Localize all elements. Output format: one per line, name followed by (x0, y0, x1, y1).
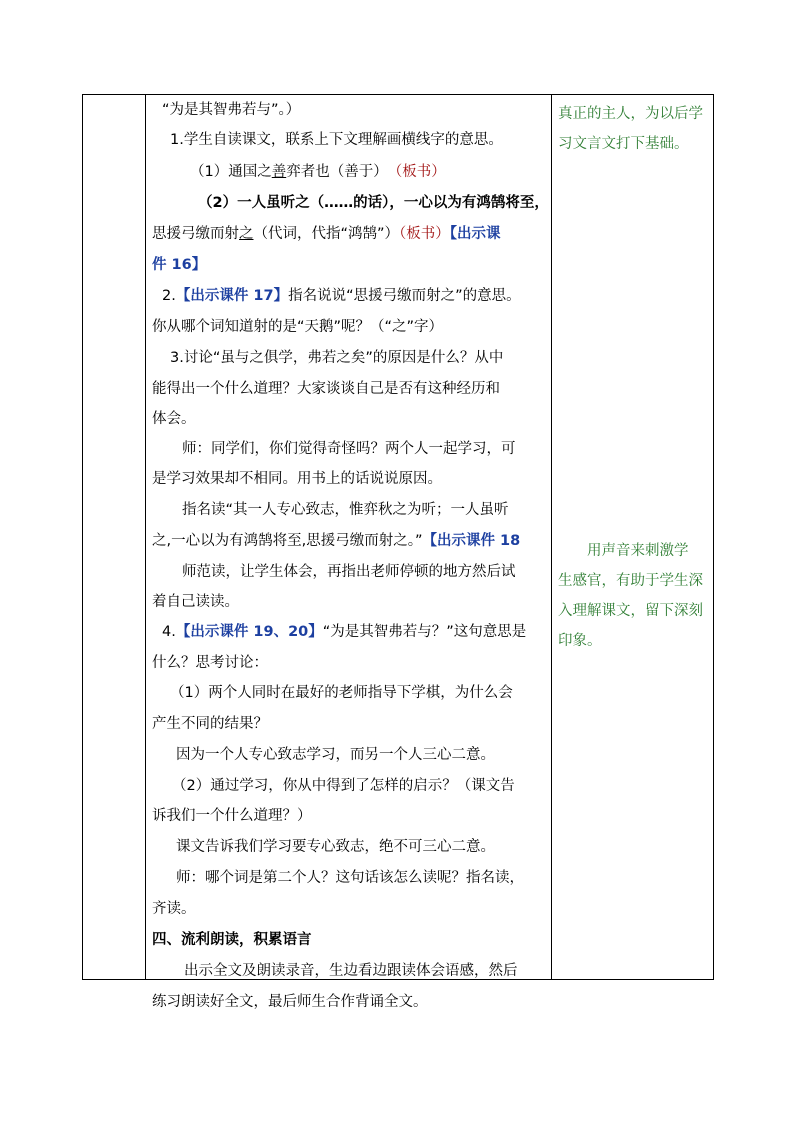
text-segment: 你从哪个词知道射的是“天鹅”呢？（“之”字） (152, 319, 444, 335)
text-segment: 4. (162, 624, 176, 640)
design-note-line: 印象。 (558, 633, 602, 649)
text-line (146, 343, 551, 373)
design-note (558, 536, 711, 656)
text-segment: （1）两个人同时在最好的老师指导下学棋，为什么会 (170, 685, 513, 701)
text-line (146, 312, 551, 342)
text-line (146, 95, 551, 125)
design-note-line: 用声音来刺激学 (558, 543, 689, 559)
text-line (146, 157, 551, 187)
text-line (146, 495, 551, 525)
text-segment: 思援弓缴而射 (152, 226, 239, 242)
text-segment: 着自己读读。 (152, 594, 239, 610)
text-line (146, 771, 551, 801)
text-segment: 是学习效果却不相同。用书上的话说说原因。 (152, 471, 442, 487)
text-segment: 能得出一个什么道理？大家谈谈自己是否有这种经历和 (152, 381, 500, 397)
text-segment: 出示全文及朗读录音，生边看边跟读体会语感，然后 (184, 963, 518, 979)
design-intent-text (552, 95, 713, 979)
design-note-line: 真正的主人，为以后学 (558, 106, 703, 122)
text-segment: 指名说说“思援弓缴而射之”的意思。 (288, 288, 521, 304)
design-note (558, 99, 711, 159)
text-line (146, 464, 551, 494)
text-segment: （2）通过学习，你从中得到了怎样的启示？（课文告 (172, 778, 515, 794)
text-line (146, 801, 551, 831)
text-segment: （1）通国之 (190, 164, 272, 180)
courseware-reference: 【出示课 (449, 226, 501, 242)
text-line (146, 740, 551, 770)
text-line (146, 125, 551, 155)
text-segment: 之 (239, 226, 254, 242)
text-segment: 体会。 (152, 411, 196, 427)
text-segment: 齐读。 (152, 901, 196, 917)
courseware-reference: 【出示课件 17】 (175, 288, 289, 304)
text-segment: 因为一个人专心致志学习，而另一个人三心二意。 (176, 747, 495, 763)
design-intent-cell (552, 95, 714, 980)
text-segment: “为是其智弗若与？”这句意思是 (322, 624, 527, 640)
text-segment: 弈者也（善于） (286, 164, 395, 180)
text-line (146, 188, 551, 218)
text-segment: 3.讨论“虽与之俱学，弗若之矣”的原因是什么？从中 (170, 350, 504, 366)
text-line (146, 894, 551, 924)
text-line (146, 832, 551, 862)
text-segment: 课文告诉我们学习要专心致志，绝不可三心二意。 (176, 839, 495, 855)
text-line (146, 863, 551, 893)
design-note-line: 入理解课文，留下深刻 (558, 603, 703, 619)
text-segment: （2）一人虽听之（……的话），一心以为有鸿鹄将至， (198, 195, 549, 211)
text-segment: 善 (271, 164, 287, 180)
text-line (146, 709, 551, 739)
text-segment: 师：哪个词是第二个人？这句话该怎么读呢？指名读， (176, 870, 524, 886)
text-line (146, 434, 551, 464)
text-segment: （代词，代指“鸿鹄”） (253, 226, 400, 242)
text-line (146, 250, 551, 280)
text-segment: 练习朗读好全文，最后师生合作背诵全文。 (152, 994, 428, 1010)
left-empty-cell (83, 95, 146, 980)
text-segment: 之,一心以为有鸿鹄将至,思援弓缴而射之。” (152, 533, 423, 549)
text-line (146, 587, 551, 617)
text-segment: 2. (162, 288, 176, 304)
teaching-process-cell (146, 95, 552, 1010)
text-segment: 什么？思考讨论： (152, 655, 268, 671)
text-line (146, 987, 551, 1017)
text-segment: 产生不同的结果？ (152, 716, 268, 732)
text-line (146, 374, 551, 404)
text-line (146, 617, 551, 647)
text-line (146, 281, 551, 311)
text-line (146, 925, 551, 955)
text-line (146, 956, 551, 986)
courseware-reference: 【出示课件 19、20】 (175, 624, 323, 640)
text-line (146, 678, 551, 708)
text-segment: 指名读“其一人专心致志，惟弈秋之为听；一人虽听 (182, 502, 509, 518)
text-segment: “为是其智弗若与”。） (162, 102, 301, 118)
text-segment: 师：同学们，你们觉得奇怪吗？两个人一起学习，可 (182, 441, 516, 457)
board-note: （板书） (399, 226, 450, 242)
text-line (146, 557, 551, 587)
text-line (146, 404, 551, 434)
board-note: （板书） (394, 164, 446, 180)
text-segment: 诉我们一个什么道理？） (152, 808, 312, 824)
design-note-line: 习文言文打下基础。 (558, 136, 689, 152)
courseware-reference: 件 16】 (152, 257, 207, 273)
design-note-line: 生感官，有助于学生深 (558, 573, 703, 589)
text-line (146, 219, 551, 249)
teaching-process-text (146, 95, 551, 1010)
text-segment: 1.学生自读课文，联系上下文理解画横线字的意思。 (170, 132, 503, 148)
text-line (146, 526, 551, 556)
text-line (146, 648, 551, 678)
text-segment: 四、流利朗读，积累语言 (152, 932, 312, 948)
text-segment: 师范读，让学生体会，再指出老师停顿的地方然后试 (182, 564, 516, 580)
courseware-reference: 【出示课件 18 (422, 533, 521, 549)
lesson-plan-table (82, 94, 714, 1010)
